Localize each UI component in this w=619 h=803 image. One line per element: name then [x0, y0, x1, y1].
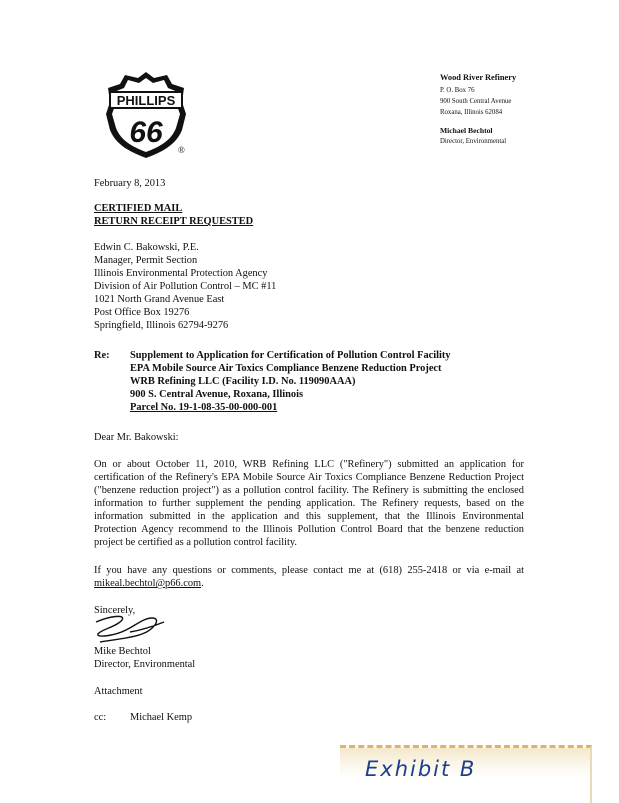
delivery-line-2: RETURN RECEIPT REQUESTED — [94, 216, 254, 227]
letterhead-signer-title: Director, Environmental — [440, 138, 507, 145]
subject-line-4: 900 S. Central Avenue, Roxana, Illinois — [130, 389, 304, 400]
recipient-po-box: Post Office Box 19276 — [94, 307, 190, 318]
phillips-66-logo — [104, 70, 188, 160]
logo-brand-text: PHILLIPS — [116, 93, 176, 108]
exhibit-label: Exhibit B — [365, 757, 477, 781]
delivery-line-1: CERTIFIED MAIL — [94, 203, 183, 214]
salutation: Dear Mr. Bakowski: — [94, 432, 179, 443]
recipient-agency: Illinois Environmental Protection Agency — [94, 268, 268, 279]
recipient-division: Division of Air Pollution Control – MC #11 — [94, 281, 277, 292]
signature-scribble — [92, 610, 166, 644]
attachment-note: Attachment — [94, 686, 143, 697]
subject-parcel: Parcel No. 19-1-08-35-00-000-001 — [130, 402, 278, 413]
closing: Sincerely, — [94, 605, 136, 616]
logo-number-text: 66 — [129, 116, 163, 149]
letter-date: February 8, 2013 — [94, 178, 166, 189]
company-city: Roxana, Illinois 62084 — [440, 109, 503, 116]
letterhead-signer-name: Michael Bechtol — [440, 126, 493, 135]
recipient-title: Manager, Permit Section — [94, 255, 198, 266]
subject-label: Re: — [94, 350, 110, 361]
email-link[interactable]: mikeal.bechtol@p66.com — [94, 578, 202, 589]
recipient-name: Edwin C. Bakowski, P.E. — [94, 242, 199, 253]
registered-mark: ® — [178, 145, 185, 155]
signatory-name: Mike Bechtol — [94, 646, 151, 657]
signatory-title: Director, Environmental — [94, 659, 196, 670]
company-street: 900 South Central Avenue — [440, 98, 512, 105]
body-paragraph-2 — [94, 564, 524, 590]
subject-line-1: Supplement to Application for Certification of Pollution Control Facility — [130, 350, 451, 361]
paragraph-2-period: . — [201, 578, 204, 589]
cc-name: Michael Kemp — [130, 712, 193, 723]
subject-line-3: WRB Refining LLC (Facility I.D. No. 119090AAA) — [130, 376, 356, 387]
subject-line-2: EPA Mobile Source Air Toxics Compliance Benzene Reduction Project — [130, 363, 442, 374]
paragraph-2-text: If you have any questions or comments, please contact me at (618) 255-2418 or via e-mail at — [94, 565, 524, 576]
recipient-city: Springfield, Illinois 62794-9276 — [94, 320, 229, 331]
recipient-street: 1021 North Grand Avenue East — [94, 294, 225, 305]
body-paragraph-1: On or about October 11, 2010, WRB Refining LLC ("Refinery") submitted an application for certification of the Refinery's EPA Mobile Source Air Toxics Compliance Benzene Reduction Project ("benzene reduction project") as a pollution control facility. The Refinery is submitting the enclosed information to further supplement the pending application. The Refinery requests, based on the information submitted in the application and this supplement, that the Illinois Environmental Protection Agency recommend to the Illinois Pollution Control Board that the benzene reduction project be certified as a pollution control facility. — [94, 459, 524, 548]
cc-label: cc: — [94, 712, 107, 723]
company-name: Wood River Refinery — [440, 73, 517, 82]
company-po-box: P. O. Box 76 — [440, 87, 475, 94]
